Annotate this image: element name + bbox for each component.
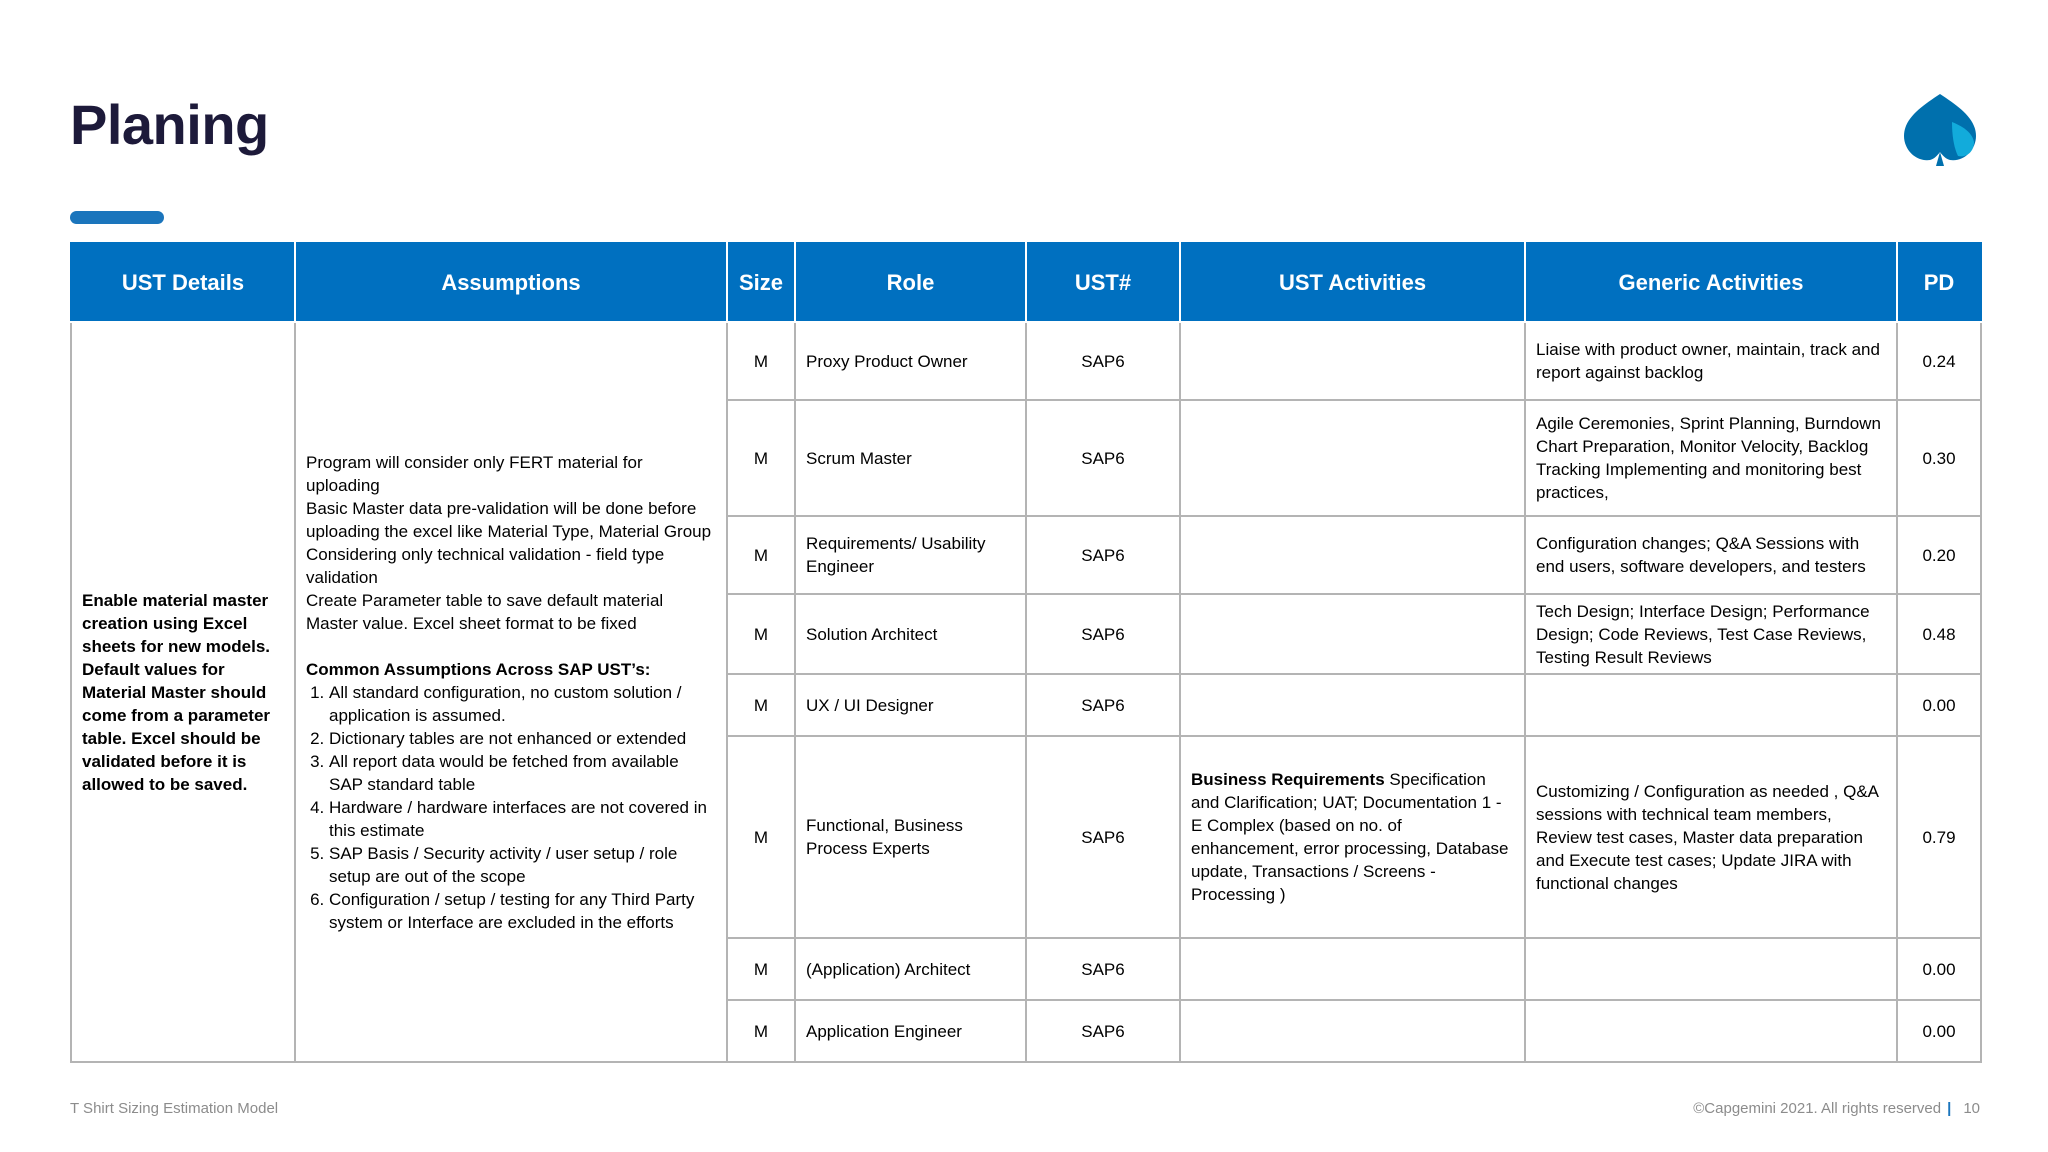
pd-cell: 0.79 <box>1897 736 1981 938</box>
assumption-line: Considering only technical validation - field type validation <box>306 544 665 587</box>
ust-number-cell: SAP6 <box>1026 1000 1180 1062</box>
role-cell: Application Engineer <box>795 1000 1026 1062</box>
header-ust-activities: UST Activities <box>1180 243 1525 322</box>
role-cell: Requirements/ Usability Engineer <box>795 516 1026 594</box>
capgemini-spade-logo-icon <box>1900 92 1980 168</box>
header-ust-number: UST# <box>1026 243 1180 322</box>
assumption-line: Basic Master data pre-validation will be done before uploading the excel like Material Type, Material Group <box>306 498 712 541</box>
pd-cell: 0.20 <box>1897 516 1981 594</box>
header-pd: PD <box>1897 243 1981 322</box>
assumption-line: Create Parameter table to save default material Master value. Excel sheet format to be fixed <box>306 590 664 633</box>
ust-number-cell: SAP6 <box>1026 322 1180 400</box>
role-cell: Solution Architect <box>795 594 1026 674</box>
ust-activities-cell <box>1180 1000 1525 1062</box>
pd-cell: 0.00 <box>1897 1000 1981 1062</box>
footer-separator: | <box>1947 1100 1952 1117</box>
header-ust-details: UST Details <box>71 243 295 322</box>
size-cell: M <box>727 516 795 594</box>
generic-activities-cell: Customizing / Configuration as needed , Q&A sessions with technical team members, Review test cases, Master data preparation and Execute test cases; Update JIRA with functional changes <box>1525 736 1897 938</box>
header-role: Role <box>795 243 1026 322</box>
ust-activities-cell <box>1180 594 1525 674</box>
pd-cell: 0.24 <box>1897 322 1981 400</box>
pd-cell: 0.48 <box>1897 594 1981 674</box>
size-cell: M <box>727 674 795 736</box>
ust-activities-bold: Business Requirements <box>1191 770 1385 789</box>
generic-activities-cell: Agile Ceremonies, Sprint Planning, Burndown Chart Preparation, Monitor Velocity, Backlog Tracking Implementing and monitoring best practices, <box>1525 400 1897 516</box>
role-cell: Scrum Master <box>795 400 1026 516</box>
ust-activities-cell <box>1180 674 1525 736</box>
role-cell: Proxy Product Owner <box>795 322 1026 400</box>
header-size: Size <box>727 243 795 322</box>
role-cell: Functional, Business Process Experts <box>795 736 1026 938</box>
common-assumption-item: 5. SAP Basis / Security activity / user setup / role setup are out of the scope <box>329 842 716 888</box>
footer-title: T Shirt Sizing Estimation Model <box>70 1100 279 1117</box>
ust-activities-cell <box>1180 322 1525 400</box>
copyright-text: ©Capgemini 2021. All rights reserved <box>1693 1100 1942 1117</box>
ust-number-cell: SAP6 <box>1026 736 1180 938</box>
ust-activities-text: Specification and Clarification; UAT; Documentation 1 - E Complex (based on no. of enhancement, error processing, Database update, Transactions / Screens - Processing ) <box>1191 770 1509 904</box>
footer-copyright <box>1693 1100 1980 1117</box>
generic-activities-cell <box>1525 1000 1897 1062</box>
ust-details-cell: Enable material master creation using Excel sheets for new models. Default values for Material Master should come from a parameter table. Excel should be validated before it is allowed to be saved. <box>71 322 295 1062</box>
page-number: 10 <box>1963 1100 1980 1117</box>
estimation-table <box>70 242 1982 1063</box>
ust-activities-cell <box>1180 938 1525 1000</box>
ust-number-cell: SAP6 <box>1026 400 1180 516</box>
generic-activities-cell <box>1525 674 1897 736</box>
size-cell: M <box>727 322 795 400</box>
size-cell: M <box>727 594 795 674</box>
ust-activities-cell <box>1180 516 1525 594</box>
ust-number-cell: SAP6 <box>1026 516 1180 594</box>
ust-activities-cell <box>1180 400 1525 516</box>
common-assumption-item: 3. All report data would be fetched from available SAP standard table <box>329 750 716 796</box>
role-cell: (Application) Architect <box>795 938 1026 1000</box>
header-generic-activities: Generic Activities <box>1525 243 1897 322</box>
ust-activities-cell <box>1180 736 1525 938</box>
pd-cell: 0.30 <box>1897 400 1981 516</box>
common-assumptions-title: Common Assumptions Across SAP UST’s: <box>306 659 651 679</box>
title-accent-bar <box>70 211 164 224</box>
assumptions-cell <box>295 322 727 1062</box>
generic-activities-cell: Liaise with product owner, maintain, track and report against backlog <box>1525 322 1897 400</box>
assumption-line: Program will consider only FERT material for uploading <box>306 452 643 495</box>
pd-cell: 0.00 <box>1897 674 1981 736</box>
pd-cell: 0.00 <box>1897 938 1981 1000</box>
common-assumption-item: 4. Hardware / hardware interfaces are not covered in this estimate <box>329 796 716 842</box>
ust-number-cell: SAP6 <box>1026 938 1180 1000</box>
common-assumption-item: 2. Dictionary tables are not enhanced or extended <box>329 727 716 750</box>
header-assumptions: Assumptions <box>295 243 727 322</box>
role-cell: UX / UI Designer <box>795 674 1026 736</box>
table-header-row <box>71 243 1981 322</box>
table-row <box>71 322 1981 400</box>
generic-activities-cell <box>1525 938 1897 1000</box>
common-assumptions-list <box>306 681 716 934</box>
generic-activities-cell: Tech Design; Interface Design; Performance Design; Code Reviews, Test Case Reviews, Testing Result Reviews <box>1525 594 1897 674</box>
ust-number-cell: SAP6 <box>1026 674 1180 736</box>
common-assumption-item: 1. All standard configuration, no custom solution / application is assumed. <box>329 681 716 727</box>
size-cell: M <box>727 938 795 1000</box>
slide-title: Planing <box>70 93 269 156</box>
size-cell: M <box>727 400 795 516</box>
size-cell: M <box>727 1000 795 1062</box>
generic-activities-cell: Configuration changes; Q&A Sessions with end users, software developers, and testers <box>1525 516 1897 594</box>
size-cell: M <box>727 736 795 938</box>
ust-number-cell: SAP6 <box>1026 594 1180 674</box>
common-assumption-item: 6. Configuration / setup / testing for any Third Party system or Interface are excluded in the efforts <box>329 888 716 934</box>
